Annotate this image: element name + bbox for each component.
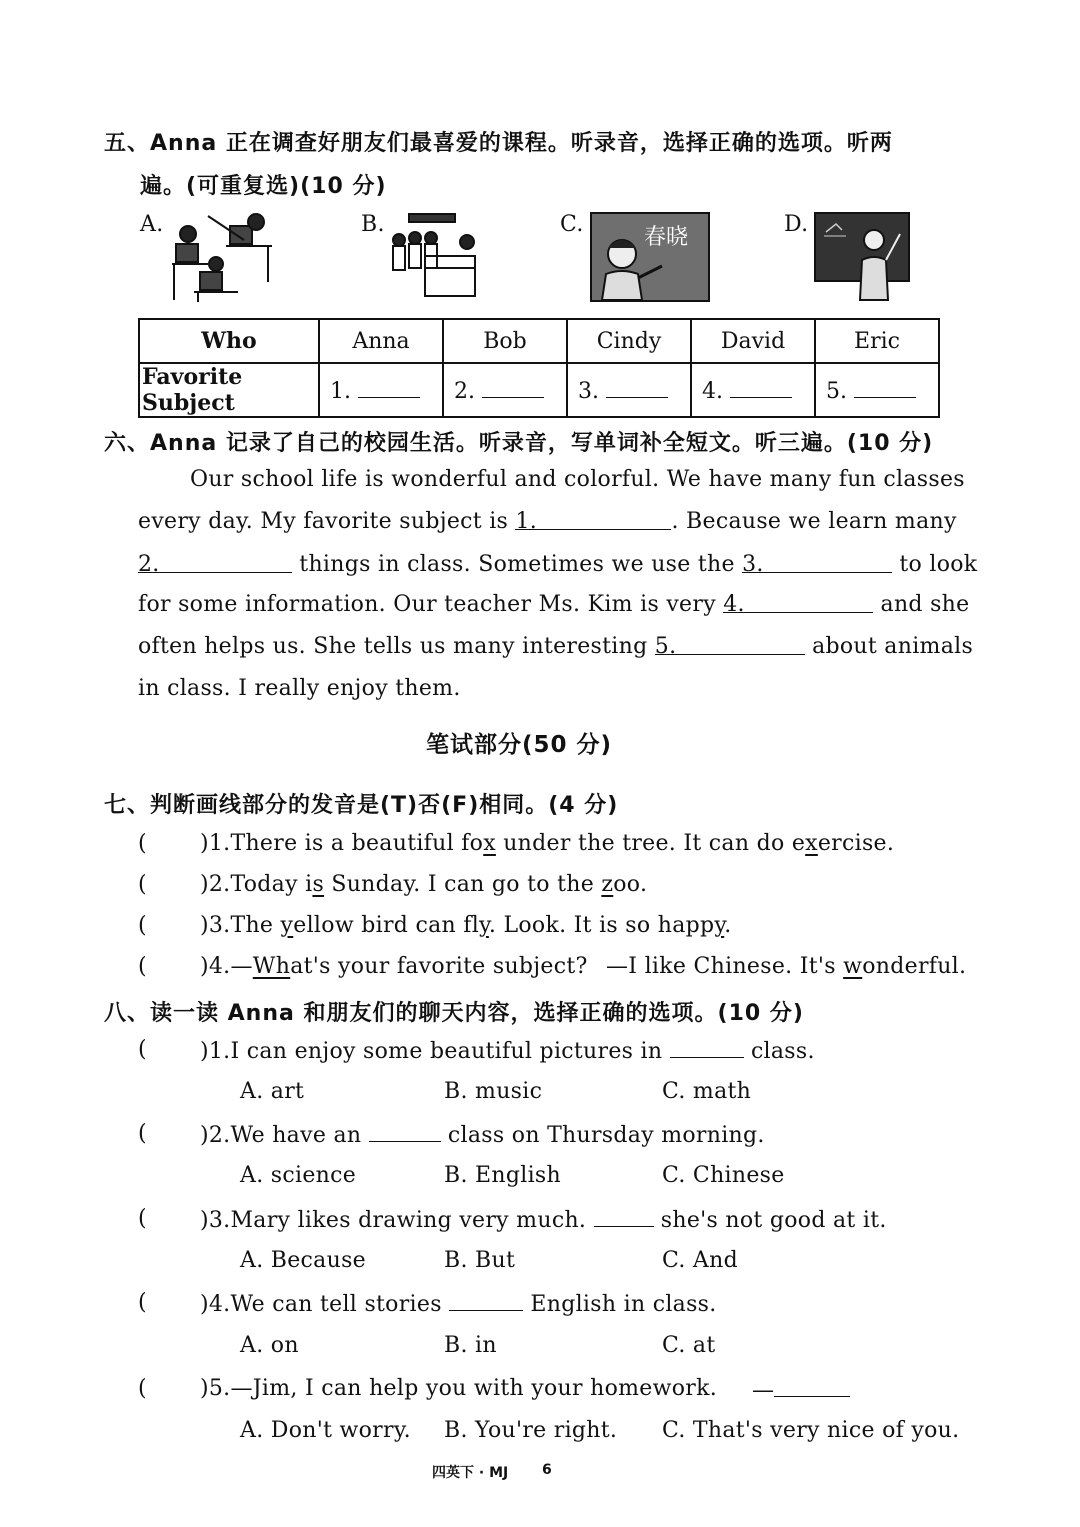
blank-number: 5. (654, 634, 677, 659)
q7-4-paren[interactable]: ( (138, 954, 147, 979)
question-text: ercise. (817, 831, 895, 856)
option-d-label: D. (784, 212, 809, 237)
blank-number: 4. (723, 592, 745, 617)
passage-text: every day. My favorite subject is (138, 509, 509, 534)
passage-text: to look (899, 552, 978, 577)
passage-line-3 (138, 552, 977, 577)
q8-5-paren[interactable]: ( (138, 1376, 147, 1401)
q8-1-paren[interactable]: ( (138, 1037, 147, 1062)
underlined-part: x (483, 831, 496, 856)
question-text: . Look. It is so happ (488, 913, 715, 938)
question-text: There is a beautiful fo (230, 831, 484, 856)
underlined-part: s (312, 872, 325, 897)
answer-number: 1. (330, 378, 351, 404)
q7-3 (200, 913, 732, 938)
q7-3-paren[interactable]: ( (138, 913, 147, 938)
q8-3-option-a[interactable]: A. Because (240, 1248, 366, 1273)
passage-line-2 (138, 509, 957, 534)
favorite-subject-table (138, 318, 940, 418)
answer-cell-4[interactable] (691, 363, 815, 417)
q8-3 (200, 1206, 887, 1233)
table-row (139, 363, 939, 417)
music-class-illustration (385, 212, 495, 302)
q8-5-option-a[interactable]: A. Don't worry. (240, 1418, 411, 1443)
q8-5-option-c[interactable]: C. That's very nice of you. (662, 1418, 960, 1443)
underlined-part: y (714, 913, 725, 938)
q8-3-option-b[interactable]: B. But (444, 1248, 516, 1273)
section5-title-line1: 五、Anna 正在调查好朋友们最喜爱的课程。听录音，选择正确的选项。听两 (104, 131, 893, 156)
underlined-part: x (805, 831, 818, 856)
answer-number: 2. (454, 378, 475, 404)
question-text: We can tell stories (230, 1292, 442, 1317)
answer-cell-5[interactable] (815, 363, 939, 417)
chinese-class-illustration (590, 212, 710, 302)
question-text: Sunday. I can go to the (324, 872, 602, 897)
answer-blank[interactable] (774, 1376, 850, 1397)
answer-blank[interactable] (369, 1121, 441, 1142)
underlined-part: y (280, 913, 294, 938)
q8-1-option-b[interactable]: B. music (444, 1079, 543, 1104)
answer-number: 3. (578, 378, 599, 404)
question-number: )3. (200, 913, 231, 938)
q7-4 (200, 954, 588, 979)
blank-1[interactable] (515, 509, 671, 534)
question-text: onderful. (862, 954, 967, 979)
question-text: oo. (613, 872, 648, 897)
q7-1 (200, 831, 894, 856)
answer-blank[interactable] (594, 1206, 654, 1227)
passage-text: about animals (812, 634, 974, 659)
q8-3-paren[interactable]: ( (138, 1206, 147, 1231)
table-header-who: Who (139, 319, 319, 363)
passage-line-4 (138, 592, 969, 617)
underlined-part: y (479, 913, 489, 938)
passage-text: often helps us. She tells us many interesting (138, 634, 648, 659)
blank-3[interactable] (742, 552, 892, 577)
board-text: 春晓 (644, 225, 689, 250)
answer-number: 4. (702, 378, 723, 404)
question-number: )5. (200, 1376, 231, 1401)
math-class-illustration (814, 212, 910, 282)
q8-1-option-a[interactable]: A. art (240, 1079, 305, 1104)
question-text: Mary likes drawing very much. (230, 1208, 587, 1233)
underlined-part: w (843, 954, 863, 979)
question-text: — (230, 954, 253, 979)
question-number: )1. (200, 1039, 231, 1064)
question-number: )3. (200, 1208, 231, 1233)
question-text: —Jim, I can help you with your homework. (230, 1376, 718, 1401)
q8-2-option-b[interactable]: B. English (444, 1163, 561, 1188)
section8-title: 八、读一读 Anna 和朋友们的聊天内容，选择正确的选项。(10 分) (104, 1001, 804, 1026)
section6-title: 六、Anna 记录了自己的校园生活。听录音，写单词补全短文。听三遍。(10 分) (104, 431, 934, 456)
answer-cell-3[interactable] (567, 363, 691, 417)
q7-4-reply (606, 954, 966, 979)
q8-1 (200, 1037, 815, 1064)
question-number: )4. (200, 954, 231, 979)
q8-2-paren[interactable]: ( (138, 1121, 147, 1146)
blank-5[interactable] (654, 634, 805, 659)
table-cell-name: Anna (319, 319, 443, 363)
table-row (139, 319, 939, 363)
question-text: We have an (230, 1123, 362, 1148)
passage-line-1: Our school life is wonderful and colorful. We have many fun classes (190, 467, 965, 492)
answer-blank[interactable] (449, 1290, 523, 1311)
page-number: 6 (542, 1462, 552, 1478)
question-text: I can enjoy some beautiful pictures in (230, 1039, 663, 1064)
passage-text: things in class. Sometimes we use the (299, 552, 735, 577)
question-text: — (752, 1378, 775, 1403)
passage-line-5 (138, 634, 973, 659)
section5-title-line2: 遍。(可重复选)(10 分) (140, 174, 387, 199)
question-text: —I like Chinese. It's (606, 954, 844, 979)
question-number: )1. (200, 831, 231, 856)
q8-5-option-b[interactable]: B. You're right. (444, 1418, 618, 1443)
answer-blank[interactable] (670, 1037, 744, 1058)
q8-4-option-c[interactable]: C. at (662, 1333, 716, 1358)
question-text: The (230, 913, 281, 938)
footer-label: 四英下 · MJ (432, 1465, 509, 1481)
question-text: under the tree. It can do e (495, 831, 806, 856)
question-number: )4. (200, 1292, 231, 1317)
table-cell-name: Eric (815, 319, 939, 363)
table-cell-name: Cindy (567, 319, 691, 363)
section7-title: 七、判断画线部分的发音是(T)否(F)相同。(4 分) (104, 793, 619, 818)
q8-2 (200, 1121, 765, 1148)
q7-2-paren[interactable]: ( (138, 872, 147, 897)
blank-number: 1. (515, 509, 538, 534)
question-text: class. (750, 1039, 815, 1064)
question-text: English in class. (530, 1292, 717, 1317)
table-cell-name: Bob (443, 319, 567, 363)
blank-4[interactable] (723, 592, 873, 617)
q8-2-option-a[interactable]: A. science (240, 1163, 357, 1188)
q8-3-option-c[interactable]: C. And (662, 1248, 738, 1273)
option-b-label: B. (361, 212, 385, 237)
blank-number: 2. (138, 552, 160, 577)
question-text: ellow bird can fl (293, 913, 480, 938)
passage-text: . Because we learn many (671, 509, 957, 534)
question-number: )2. (200, 872, 231, 897)
blank-number: 3. (742, 552, 764, 577)
answer-cell-2[interactable] (443, 363, 567, 417)
passage-line-6: in class. I really enjoy them. (138, 676, 461, 701)
passage-text: and she (880, 592, 970, 617)
q8-5-reply (752, 1376, 850, 1403)
answer-cell-1[interactable] (319, 363, 443, 417)
option-c-label: C. (560, 212, 584, 237)
question-text: she's not good at it. (660, 1208, 887, 1233)
question-text: Today i (230, 872, 313, 897)
q8-1-option-c[interactable]: C. math (662, 1079, 752, 1104)
q8-4 (200, 1290, 717, 1317)
blank-2[interactable] (138, 552, 292, 577)
q8-4-option-b[interactable]: B. in (444, 1333, 497, 1358)
q7-1-paren[interactable]: ( (138, 831, 147, 856)
option-a-label: A. (140, 212, 164, 237)
q7-2 (200, 872, 647, 897)
answer-number: 5. (826, 378, 847, 404)
computer-class-illustration (168, 212, 283, 304)
question-text: . (724, 913, 732, 938)
underlined-part: z (601, 872, 614, 897)
table-row-label: Favorite Subject (139, 363, 319, 417)
question-text: at's your favorite subject? (290, 954, 588, 979)
written-part-title: 笔试部分(50 分) (426, 732, 613, 758)
q8-4-paren[interactable]: ( (138, 1290, 147, 1315)
q8-5 (200, 1376, 717, 1401)
underlined-part: Wh (252, 954, 291, 979)
passage-text: for some information. Our teacher Ms. Kim is very (138, 592, 716, 617)
table-cell-name: David (691, 319, 815, 363)
q8-4-option-a[interactable]: A. on (240, 1333, 299, 1358)
question-text: class on Thursday morning. (447, 1123, 765, 1148)
q8-2-option-c[interactable]: C. Chinese (662, 1163, 785, 1188)
question-number: )2. (200, 1123, 231, 1148)
